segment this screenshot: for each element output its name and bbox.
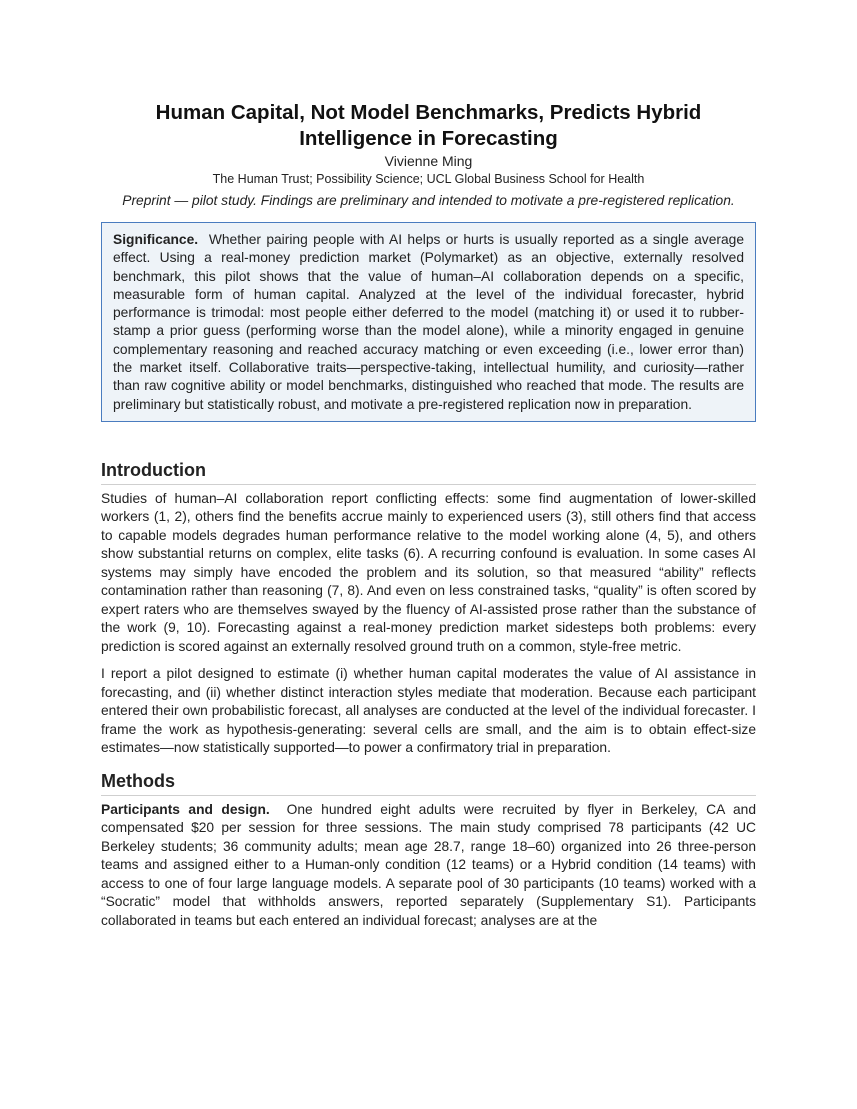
significance-text: Whether pairing people with AI helps or hurts is usually reported as a single average effect. Using a real-money prediction market (Polymarket) as an objective, externally resolved benchmark, this pilot shows that the value of human–AI collaboration depends on a specific, measurable form of human capital. Analyzed at the level of the individual forecaster, hybrid performance is trimodal: most people either deferred to the model (matching it) or used it to rubber-stamp a prior guess (performing worse than the model alone), while a minority engaged in genuine complementary reasoning and reached accuracy matching or even exceeding (i.e., lower error than) the market itself. Collaborative traits—perspective-taking, intellectual humility, and curiosity—rather than raw cognitive ability or model benchmarks, distinguished who reached that mode. The results are preliminary but statistically robust, and motivate a pre-registered replication now in preparation. — [113, 232, 744, 412]
methods-lead-label: Participants and design. — [101, 801, 270, 817]
paper-title — [101, 100, 756, 152]
methods-paragraph-1-text: One hundred eight adults were recruited by flyer in Berkeley, CA and compensated $20 per session for three sessions. The main study comprised 78 participants (42 UC Berkeley students; 36 community adults; mean age 28.7, range 18–60) organized into 26 three-person teams and assigned either to a Human-only condition (12 teams) or a Hybrid condition (14 teams) with access to one of four large language models. A separate pool of 30 participants (10 teams) worked with a “Socratic” model that withholds answers, reported separately (Supplementary S1). Participants collaborated in teams but each entered an individual forecast; analyses are at the — [101, 801, 756, 928]
paper-header — [101, 100, 756, 210]
preprint-note: Preprint — pilot study. Findings are preliminary and intended to motivate a pre-registered replication. — [122, 193, 735, 208]
methods-paragraph-1 — [101, 801, 756, 931]
author-name: Vivienne Ming — [384, 153, 473, 169]
introduction-paragraph-2: I report a pilot designed to estimate (i) whether human capital moderates the value of AI assistance in forecasting, and (ii) whether distinct interaction styles mediate that moderation. Because each participant entered their own probabilistic forecast, all analyses are conducted at the level of the individual forecaster. I frame the work as hypothesis-generating: several cells are small, and the aim is to obtain effect-size estimates—now statistically supported—to power a confirmatory trial in preparation. — [101, 666, 756, 756]
paper-title-line-2: Intelligence in Forecasting — [299, 127, 558, 150]
author-affiliation: The Human Trust; Possibility Science; UCL Global Business School for Health — [212, 172, 645, 186]
introduction-heading: Introduction — [101, 459, 756, 485]
significance-label: Significance. — [113, 232, 199, 247]
introduction-paragraph-1: Studies of human–AI collaboration report conflicting effects: some find augmentation of lower-skilled workers (1, 2), others find the benefits accrue mainly to experienced users (3), still others find that access to capable models degrades human performance relative to the model working alone (4, 5), and others show substantial returns on complex, elite tasks (6). A recurring confound is evaluation. In some cases AI systems may simply have encoded the problem and its solution, so that measured “ability” reflects contamination rather than reasoning (7, 8). And even on less constrained tasks, “quality” is often scored by expert raters who are themselves swayed by the fluency of AI-assisted prose rather than the substance of the work (9, 10). Forecasting against a real-money prediction market sidesteps both problems: every prediction is scored against an externally resolved ground truth on a common, style-free metric. — [101, 490, 756, 654]
methods-heading: Methods — [101, 770, 756, 796]
paper-title-line-1: Human Capital, Not Model Benchmarks, Predicts Hybrid — [155, 101, 702, 124]
significance-box — [101, 222, 756, 422]
